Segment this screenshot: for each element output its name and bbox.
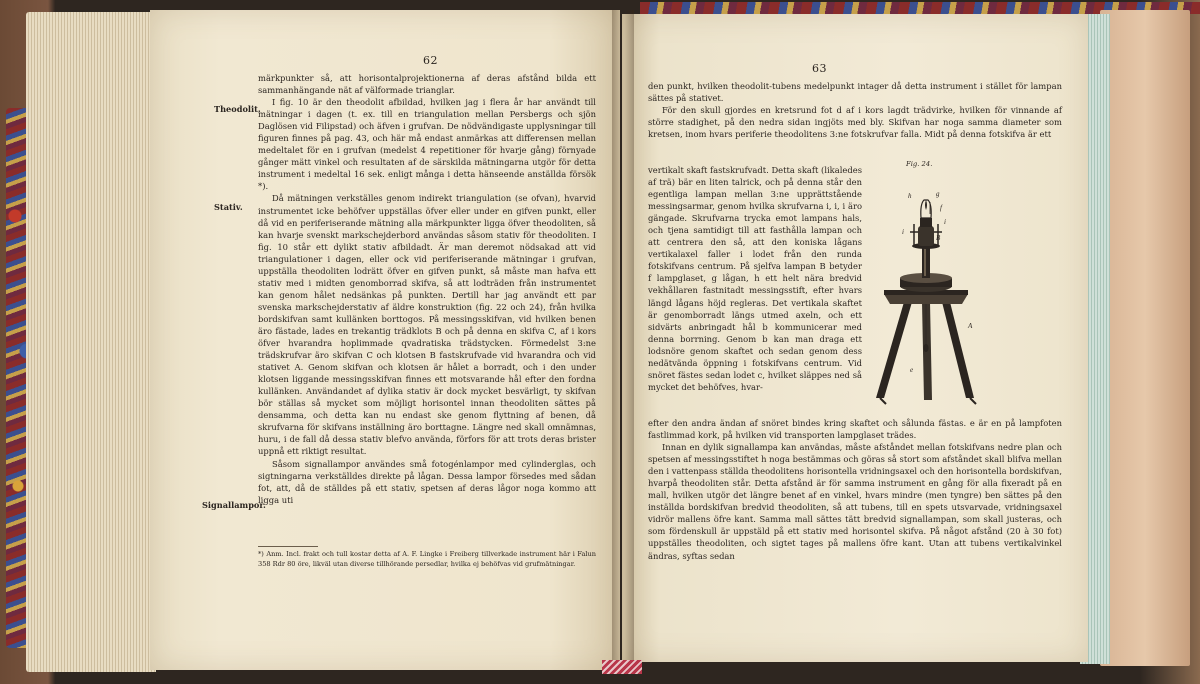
page-number: 63 <box>812 62 827 75</box>
paragraph: Då mätningen verkställes genom indirekt triangulation (se ofvan), hvarvid instrumentet icke behöfver uppställas öfver eller under en gifven punkt, eller då vid en periferiserande mätning alla märkpunkter ligga öfver theodoliten, så kan hvarje svenskt markschejderbord användas såsom stativ för theodoliten. I fig. 10 står ett dylikt stativ afbildadt. Är man deremot nödsakad att vid triangulationer i dagen, eller ock vid periferiserande mätningar i grufvan, uppställa theodoliten lodrätt öfver en gifven punkt, så måste man hafva ett stativ med i midten genomborrad skifva, så att lodträden från instrumentet kan genom hålet nedsänkas på punkten. Dertill har jag användt ett par svenska markschejderstativ af äldre konstruktion (fig. 22 och 24), från hvilka bordskifvan samt kullänken borttogos. På messingsskifvan, vid hvilken benen äro fästade, lades en trekantig trädklots B och på denna en skifva C, af i kors öfver hvarandra hoplimmade qvadratiska trädstycken. Förmedelst 3:ne trädskrufvar äro skifvan C och klotsen B fastskrufvade vid hvarandra och vid stativet A. Genom skifvan och klotsen är hålet a borradt, och i den under klotsen liggande messingsskifvan finnes ett motsvarande hål efter den fordna kullänken. Användandet af dylika stativ är dock mycket besvärligt, ty skifvan bör ställas så mycket som möjligt horisontel innan theodoliten sättes på densamma, och detta kan nu endast ske genom flyttning af benen, då skrufvarna för skifvans inställning äro borttagne. Längre ned skall omnämnas, huru, i de fall då dessa stativ blefvo använda, förfors för att trots deras brister uppnå ett riktigt resultat. <box>258 193 596 457</box>
paragraph: efter den andra ändan af snöret bindes kring skaftet och sålunda fästas. e är en på lampfoten fastlimmad kork, på hvilken vid transporten lampglaset trädes. <box>648 418 1062 441</box>
paragraph: Innan en dylik signallampa kan användas, måste afståndet mellan fotskifvans nedre plan och spetsen af messingsstiftet h noga bestämmas och göras så stort som afståndet skall blifva mellan den i vattenpass ställda theodolitens horisontella vridningsaxel och den horisontella bordskifvan, hvarpå theodoliten står. Detta afstånd är för samma instrument en gång för alla fixeradt på en mall, hvilken utgör det längre benet af en vinkel, hvars mindre (men tyngre) ben sättes på den inställda bordskifvan bredvid theodoliten, så att tubens, till en spets utsvarvade, vridningsaxel vidrör mallens öfre kant. Samma mall sättes tätt bredvid signallampan, som skall justeras, och som fördenskull är uppstäld på ett stativ med horisontel skifva. På något afstånd (20 à 30 fot) uppställes theodoliten, och sigtet tages på mallens öfre kant. Utan att tubens vertikalvinkel ändras, syftas sedan <box>648 442 1062 561</box>
footnote: *) Anm. Incl. frakt och tull kostar detta af A. F. Lingke i Freiberg tillverkade instrument här i Falun 358 Rdr 80 öre, likväl utan diverse tillhörande persedlar, hvilka ej behöfvas vid grufmätningar. <box>258 550 596 568</box>
page-stack-left <box>26 12 156 672</box>
right-page-body-top <box>648 80 1062 140</box>
page-number: 62 <box>423 54 438 67</box>
book-gutter <box>612 10 634 670</box>
margin-heading-signallampor: Signallampor. <box>202 500 266 510</box>
paragraph: märkpunkter så, att horisontalprojektionerna af deras afstånd bilda ett sammanhängande nät af välformade trianglar. <box>258 73 596 96</box>
right-page-body-bottom <box>648 417 1062 562</box>
right-page-body-wrap <box>648 164 862 393</box>
paragraph: den punkt, hvilken theodolit-tubens medelpunkt intager då detta instrument i stället för lampan sättes på stativet. <box>648 81 1062 104</box>
paragraph: För den skull gjordes en kretsrund fot d af i kors lagdt trädvirke, hvilken för vinnande af större stadighet, på den nedra sidan ingjöts med bly. Skifvan har noga samma diameter som kretsen, inom hvars periferie theodolitens 3:ne fotskrufvar falla. Midt på denna fotskifva är ett <box>648 105 1062 140</box>
footnote-rule <box>258 546 318 547</box>
figure-caption: Fig. 24. <box>906 160 933 168</box>
fig-label-h: h <box>908 192 912 200</box>
fig-label-i: i <box>944 218 946 226</box>
fig-label-i: i <box>902 228 904 236</box>
fig-label-g: g <box>936 190 940 198</box>
paragraph: Såsom signallampor användes små fotogénlampor med cylinderglas, och sigtningarna verkställdes direkte på lågan. Dessa lampor försedes med sådan fot, att, då de ställdes på ett stativ, spetsen af deras lågor noga kommo att ligga uti <box>258 458 596 505</box>
right-page <box>622 14 1088 662</box>
book-cover-right <box>1100 10 1190 666</box>
bookmark-ribbon <box>602 660 642 674</box>
paragraph: vertikalt skaft fastskrufvadt. Detta skaft (likaledes af trä) bär en liten talrick, och på denna står den egentliga lampan mellan 3:ne upprättstående messingsarmar, genom hvilka skrufvarna i, i, i äro gängade. Skrufvarna trycka emot lampans hals, och tjena samtidigt till att fasthålla lampan och att centrera den så, att den koniska lågans vertikalaxel faller i lodet från den runda fotskifvans centrum. På sjelfva lampan B betyder f lampglaset, g lågan, h ett helt nära bredvid vekhållaren fastnitadt messingsstift, efter hvars längd lågans höjd regleras. Det vertikala skaftet är genomborradt längs utmed axeln, och ett sidvärts anbringadt hål b kommunicerar med denna borrning. Genom b kan man draga ett lodsnöre genom skaftet och sedan genom dess nedätvända öppning i fotskifvans centrum. Vid snöret fästes sedan lodet c, hvilket släppes ned så mycket det behöfves, hvar- <box>648 165 862 392</box>
fig-label-A: A <box>968 322 973 330</box>
margin-heading-theodolit: Theodolit. <box>214 104 261 114</box>
margin-heading-stativ: Stativ. <box>214 202 243 212</box>
fig-label-B: B <box>936 234 941 242</box>
paragraph: I fig. 10 är den theodolit afbildad, hvilken jag i flera år har användt till mätningar i dagen (t. ex. till en triangulation mellan Persbergs och sjön Daglösen vid Filipstad) och äfven i grufvan. De nödvändigaste upplysningar till figuren finnes på pag. 43, och här må endast anmärkas att differensen mellan medeltalet för en i grufvan (medelst 4 repetitioner för hvarje gång) förnyade gånger mätt vinkel och resultaten af de särskilda mätningarna utgör för detta instrument i medeltal 16 sek. enligt många i detta hänseende anställda försök *). <box>258 97 596 192</box>
left-page-body <box>258 72 596 506</box>
fig-label-e: e <box>910 366 914 374</box>
left-page <box>150 10 620 670</box>
signal-lamp-illustration <box>870 174 982 410</box>
fig-label-f: f <box>940 204 942 212</box>
